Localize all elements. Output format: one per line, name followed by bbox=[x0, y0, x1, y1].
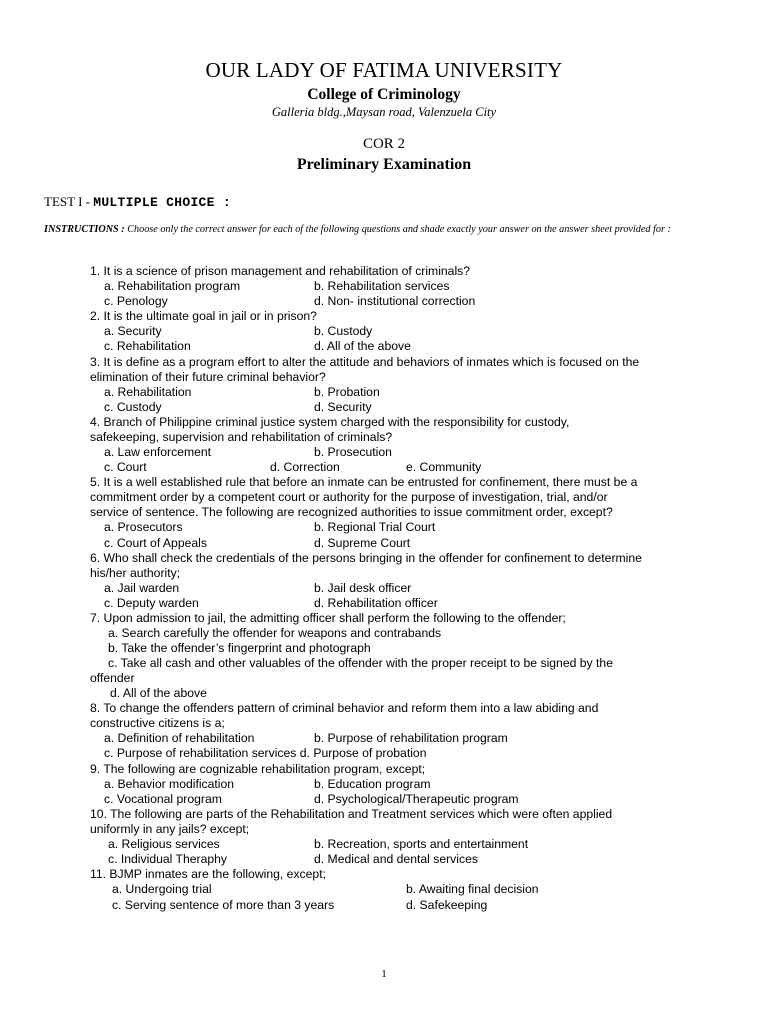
question-line: offender bbox=[90, 671, 135, 685]
answer-option: d. Non- institutional correction bbox=[314, 294, 476, 308]
answer-option: b. Awaiting final decision bbox=[406, 882, 539, 896]
test-label: TEST I - bbox=[44, 194, 94, 209]
course-code: COR 2 bbox=[362, 136, 406, 152]
question-line: safekeeping, supervision and rehabilitation of criminals? bbox=[90, 430, 393, 444]
exam-title: Preliminary Examination bbox=[296, 156, 472, 173]
university-name: OUR LADY OF FATIMA UNIVERSITY bbox=[205, 58, 563, 82]
answer-option: b. Custody bbox=[314, 324, 373, 338]
answer-option: d. Supreme Court bbox=[314, 536, 411, 550]
question-line: b. Take the offender’s fingerprint and photograph bbox=[108, 641, 371, 655]
question-line: 11. BJMP inmates are the following, except; bbox=[90, 867, 326, 881]
answer-option: c. Court of Appeals bbox=[104, 536, 207, 550]
answer-option: a. Law enforcement bbox=[104, 445, 212, 459]
test-type: MULTIPLE CHOICE : bbox=[93, 195, 231, 210]
question-line: d. All of the above bbox=[110, 686, 207, 700]
question-line: elimination of their future criminal behavior? bbox=[90, 370, 326, 384]
answer-option: c. Individual Theraphy bbox=[108, 852, 228, 866]
question-line: constructive citizens is a; bbox=[90, 716, 225, 730]
answer-option: d. Medical and dental services bbox=[314, 852, 478, 866]
question-line: a. Search carefully the offender for weapons and contrabands bbox=[108, 626, 442, 640]
test-heading bbox=[44, 194, 231, 210]
question-line: 10. The following are parts of the Rehabilitation and Treatment services which were often applied bbox=[90, 807, 613, 821]
question-line: 6. Who shall check the credentials of the persons bringing in the offender for confinement to determine bbox=[90, 551, 642, 565]
answer-option: b. Regional Trial Court bbox=[314, 520, 436, 534]
question-line: 1. It is a science of prison management and rehabilitation of criminals? bbox=[90, 264, 471, 278]
question-line: 9. The following are cognizable rehabilitation program, except; bbox=[90, 762, 426, 776]
question-line: his/her authority; bbox=[90, 566, 181, 580]
page-number: 1 bbox=[381, 968, 387, 980]
question-line: commitment order by a competent court or authority for the purpose of investigation, trial, and/or bbox=[90, 490, 608, 504]
answer-option: a. Prosecutors bbox=[104, 520, 183, 534]
question-line: 2. It is the ultimate goal in jail or in prison? bbox=[90, 309, 317, 323]
answer-option: a. Security bbox=[104, 324, 162, 338]
answer-option: d. Safekeeping bbox=[406, 898, 488, 912]
answer-option: c. Court bbox=[104, 460, 147, 474]
question-line: 7. Upon admission to jail, the admitting officer shall perform the following to the offender; bbox=[90, 611, 566, 625]
answer-option: a. Definition of rehabilitation bbox=[104, 731, 255, 745]
answer-option: c. Penology bbox=[104, 294, 168, 308]
answer-option: d. All of the above bbox=[314, 339, 411, 353]
instructions bbox=[44, 224, 724, 236]
answer-option: b. Probation bbox=[314, 385, 380, 399]
question-line: service of sentence. The following are recognized authorities to issue commitment order, except? bbox=[90, 505, 613, 519]
answer-option: d. Security bbox=[314, 400, 372, 414]
college-name: College of Criminology bbox=[307, 86, 461, 103]
question-line: 5. It is a well established rule that before an inmate can be entrusted for confinement, there must be a bbox=[90, 475, 638, 489]
answer-option: d. Rehabilitation officer bbox=[314, 596, 438, 610]
answer-option: d. Correction bbox=[270, 460, 340, 474]
answer-option: c. Rehabilitation bbox=[104, 339, 191, 353]
answer-option: e. Community bbox=[406, 460, 482, 474]
answer-option: a. Undergoing trial bbox=[112, 882, 212, 896]
answer-option: a. Behavior modification bbox=[104, 777, 235, 791]
answer-option: a. Religious services bbox=[108, 837, 220, 851]
answer-option: c. Serving sentence of more than 3 years bbox=[112, 898, 335, 912]
answer-option: b. Recreation, sports and entertainment bbox=[314, 837, 529, 851]
answer-option: a. Rehabilitation program bbox=[104, 279, 241, 293]
answer-option: c. Deputy warden bbox=[104, 596, 199, 610]
instructions-text: Choose only the correct answer for each of the following questions and shade exactly your answer on the answer sheet provided for : bbox=[127, 224, 671, 235]
question-line: 4. Branch of Philippine criminal justice system charged with the responsibility for custody, bbox=[90, 415, 570, 429]
address: Galleria bldg.,Maysan road, Valenzuela City bbox=[271, 105, 497, 119]
answer-option: b. Purpose of rehabilitation program bbox=[314, 731, 508, 745]
answer-option: b. Jail desk officer bbox=[314, 581, 412, 595]
question-line: c. Purpose of rehabilitation services d. Purpose of probation bbox=[104, 746, 427, 760]
answer-option: b. Rehabilitation services bbox=[314, 279, 450, 293]
answer-option: b. Education program bbox=[314, 777, 431, 791]
answer-option: d. Psychological/Therapeutic program bbox=[314, 792, 519, 806]
question-line: uniformly in any jails? except; bbox=[90, 822, 250, 836]
answer-option: a. Jail warden bbox=[104, 581, 180, 595]
question-line: 8. To change the offenders pattern of criminal behavior and reform them into a law abiding and bbox=[90, 701, 599, 715]
question-line: c. Take all cash and other valuables of the offender with the proper receipt to be signed by the bbox=[108, 656, 613, 670]
answer-option: a. Rehabilitation bbox=[104, 385, 192, 399]
answer-option: b. Prosecution bbox=[314, 445, 392, 459]
answer-option: c. Vocational program bbox=[104, 792, 222, 806]
instructions-label: INSTRUCTIONS : bbox=[44, 224, 128, 235]
answer-option: c. Custody bbox=[104, 400, 162, 414]
question-line: 3. It is define as a program effort to alter the attitude and behaviors of inmates which is focused on the bbox=[90, 355, 640, 369]
